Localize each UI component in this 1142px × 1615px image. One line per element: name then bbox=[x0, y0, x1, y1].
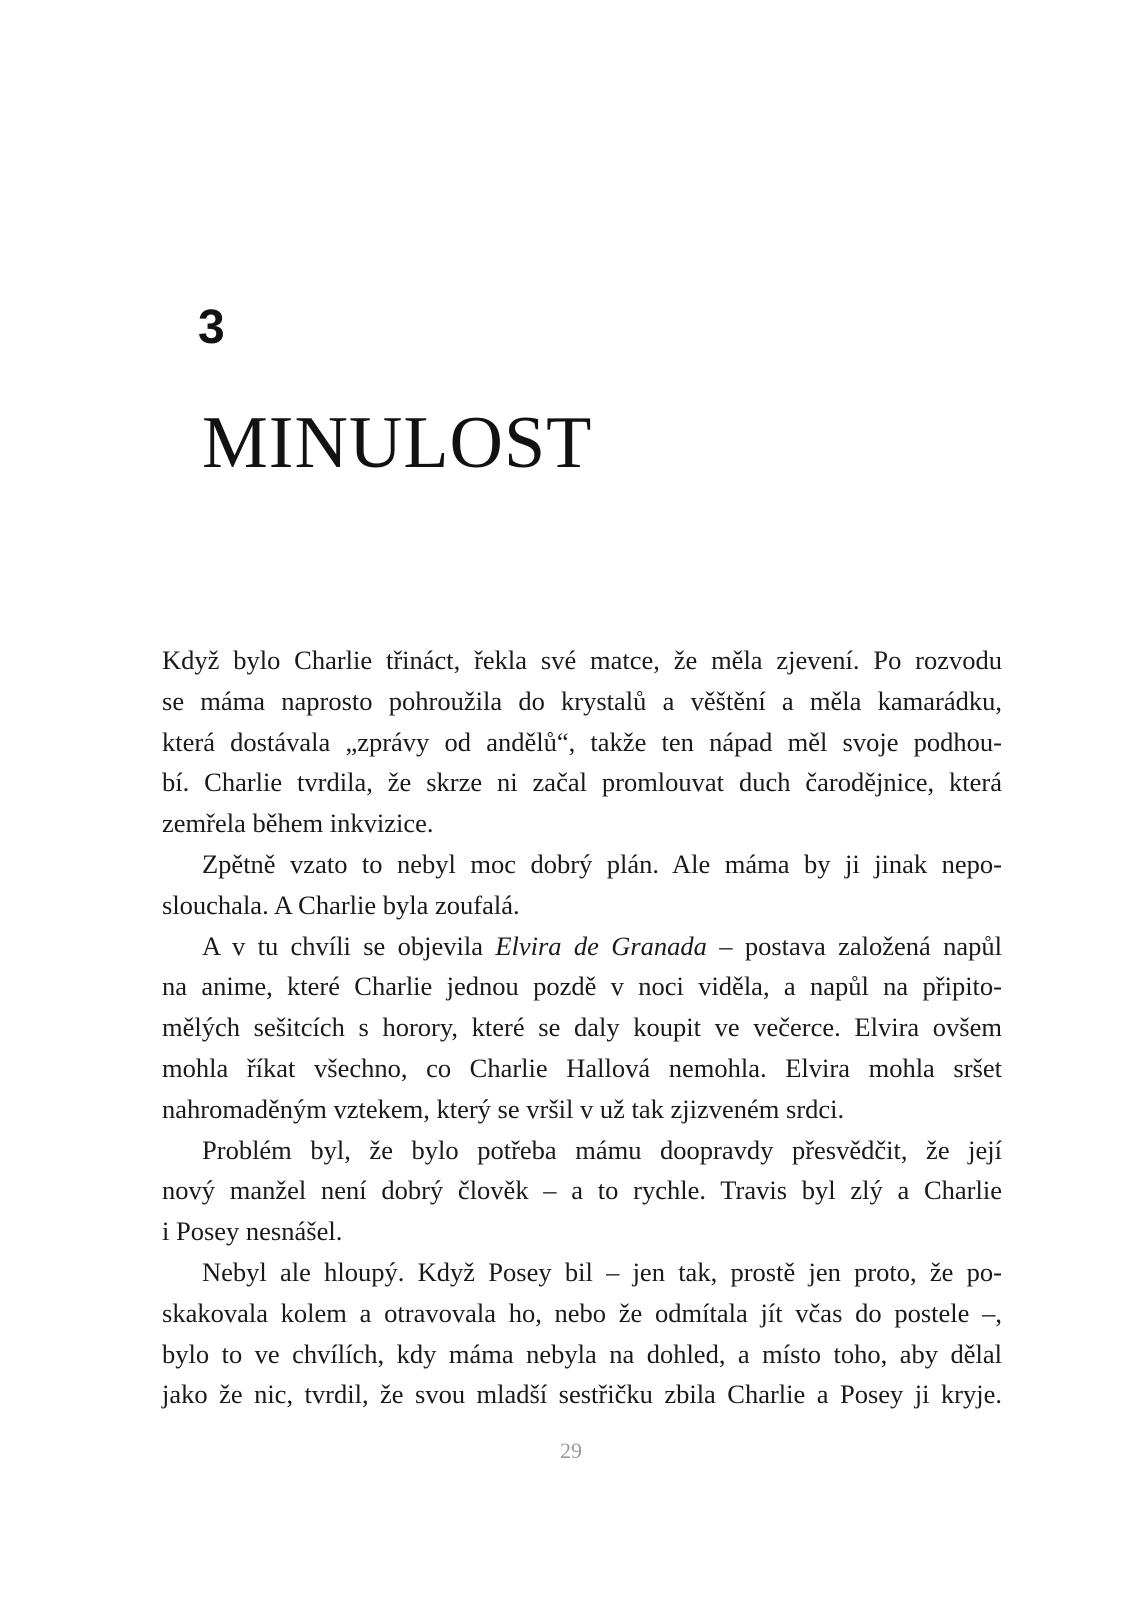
text-line: i Posey nesnášel. bbox=[162, 1216, 343, 1247]
italic-title: Elvira de Granada bbox=[495, 930, 707, 961]
text-line: jako že nic, tvrdil, že svou mladší sestřičku zbila Charlie a Posey ji kryje. bbox=[162, 1379, 1002, 1410]
paragraph-2 bbox=[162, 844, 1002, 926]
chapter-body bbox=[162, 640, 1002, 1415]
text-line: nahromaděným vztekem, který se vršil v už tak zjizveném srdci. bbox=[162, 1093, 845, 1124]
text-line: bylo to ve chvílích, kdy máma nebyla na dohled, a místo toho, aby dělal bbox=[162, 1338, 1002, 1369]
text-line: Nebyl ale hloupý. Když Posey bil – jen tak, prostě jen proto, že po- bbox=[202, 1256, 1002, 1287]
text-line: Když bylo Charlie třináct, řekla své matce, že měla zjevení. Po rozvodu bbox=[162, 645, 1002, 675]
chapter-number: 3 bbox=[198, 301, 225, 354]
paragraph-4 bbox=[162, 1130, 1002, 1252]
paragraph-3 bbox=[162, 926, 1002, 1130]
text-line: skakovala kolem a otravovala ho, nebo že odmítala jít včas do postele –, bbox=[162, 1297, 1002, 1328]
text-line: nový manžel není dobrý člověk – a to rychle. Travis byl zlý a Charlie bbox=[162, 1175, 1002, 1206]
text-line: slouchala. A Charlie byla zoufalá. bbox=[162, 889, 520, 920]
text-line: Zpětně vzato to nebyl moc dobrý plán. Ale máma by ji jinak nepo- bbox=[202, 848, 1002, 879]
paragraph-5 bbox=[162, 1252, 1002, 1415]
text-line: mohla říkat všechno, co Charlie Hallová nemohla. Elvira mohla sršet bbox=[162, 1052, 1002, 1083]
text-line-with-italic-title: A v tu chvíli se objevila Elvira de Granada – postava založená napůl bbox=[202, 930, 1003, 961]
text-line: na anime, které Charlie jednou pozdě v noci viděla, a napůl na připito- bbox=[162, 971, 1002, 1002]
text-line: zemřela během inkvizice. bbox=[162, 808, 434, 839]
text-line: se máma naprosto pohroužila do krystalů a věštění a měla kamarádku, bbox=[162, 685, 1002, 716]
text-line: Problém byl, že bylo potřeba mámu doopravdy přesvědčit, že její bbox=[202, 1134, 1002, 1165]
text-line: mělých sešitcích s horory, které se daly koupit ve večerce. Elvira ovšem bbox=[162, 1012, 1002, 1043]
chapter-title: MINULOST bbox=[202, 402, 593, 484]
text-line: která dostávala „zprávy od andělů“, takže ten nápad měl svoje podhou- bbox=[162, 726, 1002, 757]
paragraph-1 bbox=[162, 640, 1002, 844]
page-number: 29 bbox=[560, 1438, 582, 1463]
text-line: bí. Charlie tvrdila, že skrze ni začal promlouvat duch čarodějnice, která bbox=[162, 767, 1002, 798]
